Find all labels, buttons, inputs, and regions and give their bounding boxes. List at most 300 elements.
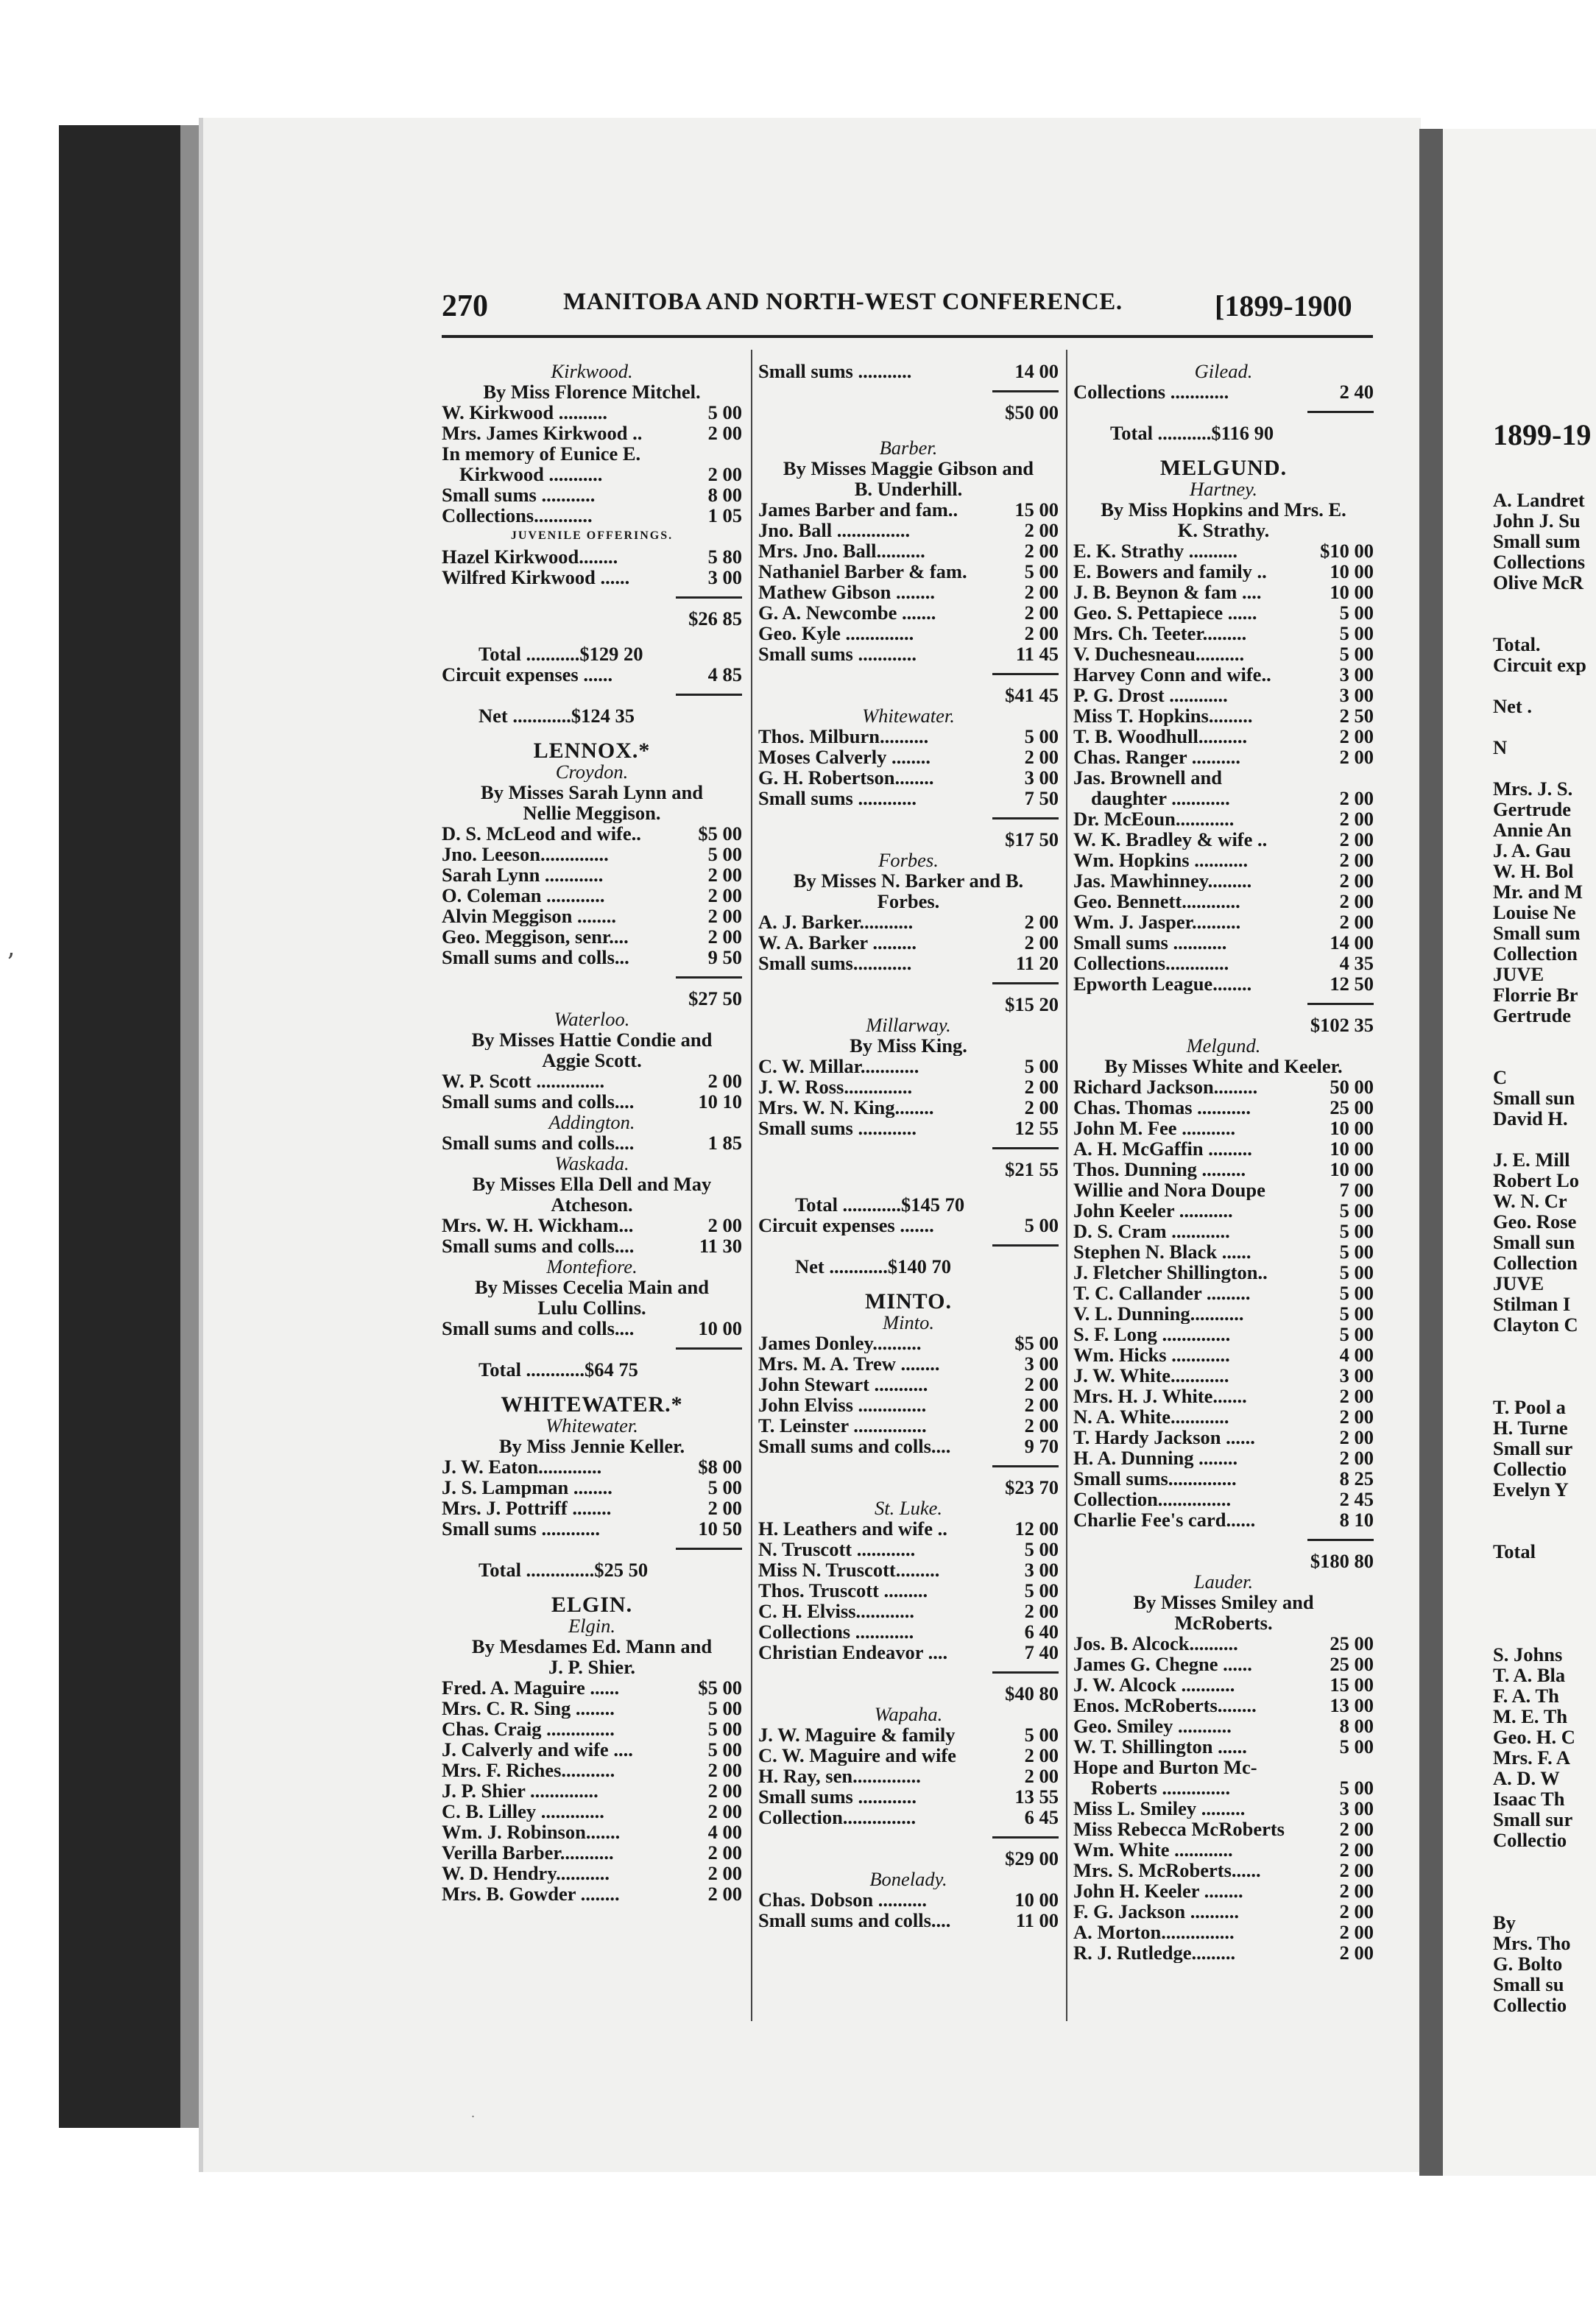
entry-label: Total ...........$129 20: [479, 644, 643, 664]
entry-line: [758, 726, 1059, 747]
next-page-line: [1443, 1479, 1596, 1500]
next-page-line: [1443, 1108, 1596, 1129]
circuit-heading: [758, 1291, 1059, 1312]
entry-label: Geo. S. Pettapiece ......: [1073, 602, 1257, 623]
entry-label: By Misses Sarah Lynn and: [481, 782, 703, 803]
entry-label: Total ...........$116 90: [1110, 423, 1274, 443]
entry-line: [1073, 423, 1374, 443]
entry-label: Small sums ............: [442, 1518, 600, 1539]
entry-line: [1073, 973, 1374, 994]
entry-line: [1073, 1138, 1374, 1159]
entry-label: H. A. Dunning ........: [1073, 1448, 1238, 1468]
next-page-text: JUVE: [1493, 964, 1544, 984]
entry-label: H. Ray, sen..............: [758, 1766, 921, 1786]
entry-label: Small sums and colls...: [442, 947, 629, 967]
circuit-heading: [442, 741, 742, 761]
place-heading: [758, 1498, 1059, 1518]
entry-line: [1073, 705, 1374, 726]
column-divider: [751, 350, 752, 2021]
entry-amount: 2 00: [1024, 1766, 1059, 1786]
entry-line: [758, 1415, 1059, 1436]
place-heading: [442, 761, 742, 782]
entry-label: F. G. Jackson ..........: [1073, 1901, 1240, 1922]
entry-label: C. W. Maguire and wife: [758, 1745, 956, 1766]
place-heading: [442, 1009, 742, 1029]
entry-line: [758, 870, 1059, 891]
entry-line: [758, 1766, 1059, 1786]
entry-amount: 4 00: [1339, 1344, 1374, 1365]
next-page-line: [1443, 1541, 1596, 1562]
entry-amount: 10 00: [698, 1318, 742, 1339]
entry-line: [442, 988, 742, 1009]
entry-label: Elgin.: [568, 1615, 616, 1636]
entry-label: Collections ............: [758, 1621, 914, 1642]
entry-amount: 3 00: [707, 567, 742, 588]
entry-label: W. P. Scott ..............: [442, 1071, 605, 1091]
entry-line: [758, 1910, 1059, 1931]
entry-amount: 2 00: [707, 464, 742, 484]
entry-amount: 3 00: [1339, 664, 1374, 685]
entry-line: [442, 608, 742, 629]
entry-amount: 5 00: [1024, 1056, 1059, 1076]
entry-line: [442, 664, 742, 685]
entry-label: N. Truscott ............: [758, 1539, 916, 1559]
entry-amount: 9 50: [707, 947, 742, 967]
entry-line: [442, 1050, 742, 1071]
entry-label: Small sums and colls....: [442, 1132, 635, 1153]
spacer: [442, 1380, 742, 1395]
entry-line: [758, 458, 1059, 479]
next-page-line: [1443, 964, 1596, 984]
entry-amount: 2 00: [1024, 1097, 1059, 1118]
entry-amount: 10 00: [1330, 582, 1374, 602]
entry-line: [1073, 767, 1374, 788]
running-title: MANITOBA AND NORTH-WEST CONFERENCE.: [563, 289, 1123, 315]
next-page-line: [1443, 1830, 1596, 1850]
entry-label: Mrs. Ch. Teeter.........: [1073, 623, 1247, 644]
entry-label: Total ............$64 75: [479, 1359, 638, 1380]
entry-label: Wapaha.: [874, 1704, 943, 1724]
entry-amount: 5 00: [1339, 1736, 1374, 1757]
entry-label: V. Duchesneau..........: [1073, 644, 1245, 664]
next-page-line: [1443, 1232, 1596, 1252]
entry-line: [1073, 912, 1374, 932]
next-page-text: Gertrude: [1493, 1005, 1571, 1026]
next-page-line: [1443, 1912, 1596, 1933]
entry-label: D. S. Cram ............: [1073, 1221, 1230, 1241]
entry-line: [1073, 1922, 1374, 1942]
entry-amount: 50 00: [1330, 1076, 1374, 1097]
next-page-line: [1443, 1376, 1596, 1397]
entry-line: [442, 1801, 742, 1822]
speck: ·: [471, 2109, 476, 2123]
entry-line: [1073, 788, 1374, 808]
entry-label: Waterloo.: [554, 1009, 630, 1029]
entry-line: [1073, 1406, 1374, 1427]
entry-line: [442, 885, 742, 906]
next-page-text: Small sun: [1493, 1087, 1575, 1108]
entry-label: Nellie Meggison.: [523, 803, 661, 823]
sum-rule: [442, 1339, 742, 1359]
entry-line: [442, 1215, 742, 1235]
entry-amount: $23 70: [1005, 1477, 1059, 1498]
entry-label: Lauder.: [1193, 1571, 1254, 1592]
entry-label: Hartney.: [1190, 479, 1257, 499]
entry-amount: 5 00: [1024, 726, 1059, 747]
next-page-line: [1443, 1252, 1596, 1273]
entry-amount: 2 00: [1024, 1415, 1059, 1436]
next-page-line: [1443, 593, 1596, 613]
entry-line: [442, 1698, 742, 1718]
next-page-line: [1443, 1624, 1596, 1644]
next-page-line: [1443, 1191, 1596, 1211]
entry-amount: 2 00: [1339, 1922, 1374, 1942]
entry-line: [758, 1477, 1059, 1498]
next-page-line: [1443, 1953, 1596, 1974]
next-page-line: [1443, 1459, 1596, 1479]
next-page-line: [1443, 1665, 1596, 1685]
circuit-heading: [442, 1395, 742, 1415]
next-page-line: [1443, 1788, 1596, 1809]
entry-amount: 6 45: [1024, 1807, 1059, 1827]
entry-amount: $41 45: [1005, 685, 1059, 705]
entry-label: Waskada.: [554, 1153, 629, 1174]
entry-amount: 5 00: [1339, 1777, 1374, 1798]
entry-line: [1073, 1736, 1374, 1757]
entry-amount: $26 85: [688, 608, 742, 629]
spacer: [1073, 443, 1374, 458]
entry-amount: 2 00: [1024, 912, 1059, 932]
entry-label: W. K. Bradley & wife ..: [1073, 829, 1268, 850]
entry-label: Small sums ............: [758, 788, 917, 808]
entry-amount: 2 00: [1339, 788, 1374, 808]
entry-line: [758, 1333, 1059, 1353]
entry-label: By Miss Florence Mitchel.: [483, 381, 701, 402]
entry-amount: 5 00: [707, 1477, 742, 1498]
entry-amount: 2 00: [1339, 1427, 1374, 1448]
next-page-line: [1443, 1562, 1596, 1582]
entry-label: In memory of Eunice E.: [442, 443, 641, 464]
entry-label: WHITEWATER.*: [501, 1395, 683, 1415]
place-heading: [758, 850, 1059, 870]
entry-line: [442, 1132, 742, 1153]
next-page-line: [1443, 1314, 1596, 1335]
next-page-line: [1443, 984, 1596, 1005]
entry-label: Wm. J. Robinson.......: [442, 1822, 621, 1842]
entry-line: [442, 1436, 742, 1456]
entry-label: Mrs. James Kirkwood ..: [442, 423, 643, 443]
entry-label: W. Kirkwood ..........: [442, 402, 608, 423]
place-heading: [758, 1704, 1059, 1724]
next-page-text: Small sur: [1493, 1438, 1573, 1459]
entry-label: Fred. A. Maguire ......: [442, 1677, 620, 1698]
next-page-line: [1443, 1809, 1596, 1830]
entry-amount: 5 00: [1024, 1539, 1059, 1559]
entry-label: A. Morton...............: [1073, 1922, 1235, 1942]
entry-label: J. W. White............: [1073, 1365, 1229, 1386]
entry-label: A. J. Barker...........: [758, 912, 914, 932]
next-page-line: [1443, 1768, 1596, 1788]
entry-line: [1073, 664, 1374, 685]
next-page-text: Geo. H. C: [1493, 1727, 1575, 1747]
entry-line: [1073, 1468, 1374, 1489]
entry-amount: 2 00: [1024, 540, 1059, 561]
entry-line: [442, 1359, 742, 1380]
entry-line: [758, 479, 1059, 499]
next-page-line: [1443, 1644, 1596, 1665]
entry-label: Chas. Craig ..............: [442, 1718, 615, 1739]
entry-label: Jas. Brownell and: [1073, 767, 1222, 788]
entry-line: [1073, 1860, 1374, 1880]
entry-label: Miss N. Truscott.........: [758, 1559, 940, 1580]
entry-amount: 5 00: [1339, 644, 1374, 664]
entry-line: [1073, 1097, 1374, 1118]
entry-amount: 2 00: [707, 1801, 742, 1822]
entry-amount: 2 00: [707, 1760, 742, 1780]
entry-amount: 2 00: [1024, 520, 1059, 540]
next-page-text: Circuit exp: [1493, 655, 1586, 675]
next-page-text: Small su: [1493, 1974, 1564, 1995]
next-page-line: [1443, 1087, 1596, 1108]
sum-rule: [758, 1138, 1059, 1159]
entry-line: [1073, 623, 1374, 644]
place-heading: [442, 1615, 742, 1636]
entry-line: [442, 1029, 742, 1050]
entry-label: D. S. McLeod and wife..: [442, 823, 641, 844]
entry-label: Collections ............: [1073, 381, 1229, 402]
book-binding-shadow: [180, 125, 199, 2128]
entry-line: [442, 505, 742, 526]
entry-amount: 10 00: [1330, 1118, 1374, 1138]
entry-line: [1073, 1303, 1374, 1324]
entry-line: [1073, 1118, 1374, 1138]
next-page-text: H. Turne: [1493, 1417, 1568, 1438]
entry-line: [758, 1518, 1059, 1539]
next-page-text: Gertrude: [1493, 799, 1571, 819]
entry-amount: 2 00: [707, 864, 742, 885]
next-page-text: N: [1493, 737, 1508, 758]
entry-amount: 2 00: [1339, 808, 1374, 829]
entry-label: Wm. J. Jasper..........: [1073, 912, 1241, 932]
entry-amount: 10 00: [1330, 1159, 1374, 1180]
entry-label: Small sums..............: [1073, 1468, 1237, 1489]
next-page-text: By: [1493, 1912, 1516, 1933]
next-page-text: Evelyn Y: [1493, 1479, 1569, 1500]
next-page-text: Collection: [1493, 1252, 1578, 1273]
entry-amount: 13 00: [1330, 1695, 1374, 1716]
spacer: [442, 629, 742, 644]
entry-line: [442, 864, 742, 885]
entry-label: O. Coleman ............: [442, 885, 605, 906]
entry-line: [442, 423, 742, 443]
entry-line: [442, 1718, 742, 1739]
entry-amount: 2 00: [1339, 1839, 1374, 1860]
entry-amount: 2 00: [1024, 1076, 1059, 1097]
entry-label: J. W. Maguire & family: [758, 1724, 956, 1745]
entry-amount: 3 00: [1339, 1798, 1374, 1819]
entry-amount: 1 85: [707, 1132, 742, 1153]
entry-label: Jno. Leeson..............: [442, 844, 609, 864]
next-page-line: [1443, 613, 1596, 634]
book-gutter: [1419, 129, 1443, 2176]
next-page-text: Robert Lo: [1493, 1170, 1580, 1191]
next-page-text: Mrs. Tho: [1493, 1933, 1571, 1953]
entry-label: Geo. Meggison, senr....: [442, 926, 629, 947]
next-page-text: Collectio: [1493, 1459, 1567, 1479]
entry-label: P. G. Drost ............: [1073, 685, 1228, 705]
next-page-line: [1443, 1067, 1596, 1087]
next-page-line: [1443, 1727, 1596, 1747]
entry-amount: 3 00: [1339, 1365, 1374, 1386]
entry-label: Atcheson.: [551, 1194, 633, 1215]
entry-line: [442, 1194, 742, 1215]
entry-line: [758, 1035, 1059, 1056]
entry-label: J. B. Beynon & fam ....: [1073, 582, 1262, 602]
entry-amount: 8 25: [1339, 1468, 1374, 1489]
entry-label: By Misses Smiley and: [1133, 1592, 1314, 1612]
entry-line: [758, 1559, 1059, 1580]
entry-amount: $15 20: [1005, 994, 1059, 1015]
entry-line: [442, 1677, 742, 1698]
entry-line: [758, 891, 1059, 912]
entry-amount: 5 00: [1339, 1324, 1374, 1344]
entry-line: [442, 1518, 742, 1539]
entry-line: [758, 1580, 1059, 1601]
next-page-line: [1443, 675, 1596, 696]
entry-amount: 2 00: [1339, 829, 1374, 850]
sum-rule: [1073, 994, 1374, 1015]
entry-amount: 8 10: [1339, 1509, 1374, 1530]
entry-label: Net ............$140 70: [795, 1256, 951, 1277]
entry-amount: 2 00: [1339, 747, 1374, 767]
next-page-text: Annie An: [1493, 819, 1572, 840]
next-page-text: Mr. and M: [1493, 881, 1583, 902]
entry-line: [442, 1863, 742, 1883]
entry-amount: 2 00: [1339, 1901, 1374, 1922]
entry-line: [758, 788, 1059, 808]
next-page-text: T. A. Bla: [1493, 1665, 1566, 1685]
place-heading: [1073, 361, 1374, 381]
entry-line: [1073, 1942, 1374, 1963]
next-page-line: [1443, 881, 1596, 902]
entry-line: [442, 443, 742, 464]
entry-label: E. K. Strathy ..........: [1073, 540, 1238, 561]
entry-line: [758, 1194, 1059, 1215]
entry-line: [758, 829, 1059, 850]
entry-amount: $21 55: [1005, 1159, 1059, 1180]
entry-line: [758, 747, 1059, 767]
next-page-line: [1443, 861, 1596, 881]
next-page-text: M. E. Th: [1493, 1706, 1568, 1727]
entry-amount: 5 00: [1339, 1241, 1374, 1262]
entry-label: John H. Keeler ........: [1073, 1880, 1243, 1901]
entry-amount: 25 00: [1330, 1633, 1374, 1654]
entry-label: Mrs. W. H. Wickham...: [442, 1215, 634, 1235]
entry-label: Total ............$145 70: [795, 1194, 965, 1215]
sum-rule: [758, 664, 1059, 685]
entry-line: [1073, 1200, 1374, 1221]
entry-line: [442, 947, 742, 967]
entry-amount: 2 45: [1339, 1489, 1374, 1509]
entry-label: Harvey Conn and wife..: [1073, 664, 1271, 685]
entry-amount: 7 40: [1024, 1642, 1059, 1663]
next-page-line: [1443, 1417, 1596, 1438]
entry-line: [1073, 1489, 1374, 1509]
entry-label: daughter ............: [1091, 788, 1230, 808]
column-divider: [1066, 350, 1067, 2021]
entry-label: Net ............$124 35: [479, 705, 635, 726]
entry-label: Aggie Scott.: [542, 1050, 642, 1071]
entry-label: Mathew Gibson ........: [758, 582, 935, 602]
entry-label: Millarway.: [866, 1015, 951, 1035]
entry-label: Small sums and colls....: [442, 1235, 635, 1256]
entry-amount: 12 50: [1330, 973, 1374, 994]
next-page-line: [1443, 1520, 1596, 1541]
entry-label: J. P. Shier.: [548, 1657, 636, 1677]
entry-label: Chas. Dobson ..........: [758, 1889, 927, 1910]
entry-label: Chas. Thomas ...........: [1073, 1097, 1251, 1118]
entry-label: W. T. Shillington ......: [1073, 1736, 1247, 1757]
entry-line: [758, 1374, 1059, 1395]
entry-line: [1073, 1716, 1374, 1736]
entry-amount: 10 00: [1330, 561, 1374, 582]
entry-amount: 10 10: [698, 1091, 742, 1112]
next-page-text: Total: [1493, 1541, 1536, 1562]
entry-label: Total ..............$25 50: [479, 1559, 649, 1580]
entry-label: Alvin Meggison ........: [442, 906, 617, 926]
entry-label: Collections............: [442, 505, 593, 526]
entry-label: Moses Calverly ........: [758, 747, 931, 767]
entry-amount: 2 00: [707, 1863, 742, 1883]
place-heading: [442, 361, 742, 381]
entry-line: [1073, 1386, 1374, 1406]
entry-amount: 2 00: [1339, 1942, 1374, 1963]
entry-line: [442, 1559, 742, 1580]
entry-line: [758, 520, 1059, 540]
entry-line: [442, 1780, 742, 1801]
place-heading: [442, 1112, 742, 1132]
entry-label: Circuit expenses ......: [442, 664, 613, 685]
entry-amount: 1 05: [707, 505, 742, 526]
next-page-line: [1443, 1211, 1596, 1232]
entry-label: J. P. Shier ..............: [442, 1780, 598, 1801]
entry-line: [442, 1822, 742, 1842]
next-page-line: [1443, 490, 1596, 510]
entry-amount: 5 00: [1339, 1221, 1374, 1241]
entry-line: [758, 1539, 1059, 1559]
entry-line: [442, 1657, 742, 1677]
next-page-line: [1443, 758, 1596, 778]
entry-label: By Misses N. Barker and B.: [793, 870, 1024, 891]
book-binding-edge: [59, 125, 184, 2128]
entry-label: Mrs. M. A. Trew ........: [758, 1353, 940, 1374]
entry-label: Small sums and colls....: [442, 1091, 635, 1112]
entry-amount: 3 00: [1024, 1559, 1059, 1580]
entry-line: [758, 499, 1059, 520]
entry-label: Mrs. W. N. King........: [758, 1097, 934, 1118]
sum-rule: [758, 1827, 1059, 1848]
entry-label: St. Luke.: [875, 1498, 942, 1518]
entry-amount: 11 45: [1015, 644, 1059, 664]
entry-amount: $180 80: [1310, 1551, 1374, 1571]
next-page-text: Clayton C: [1493, 1314, 1578, 1335]
entry-amount: 2 00: [1339, 870, 1374, 891]
entry-label: Bonelady.: [869, 1869, 947, 1889]
entry-amount: $5 00: [1014, 1333, 1059, 1353]
entry-label: Charlie Fee's card......: [1073, 1509, 1256, 1530]
entry-label: Forbes.: [878, 850, 939, 870]
entry-label: V. L. Dunning...........: [1073, 1303, 1244, 1324]
